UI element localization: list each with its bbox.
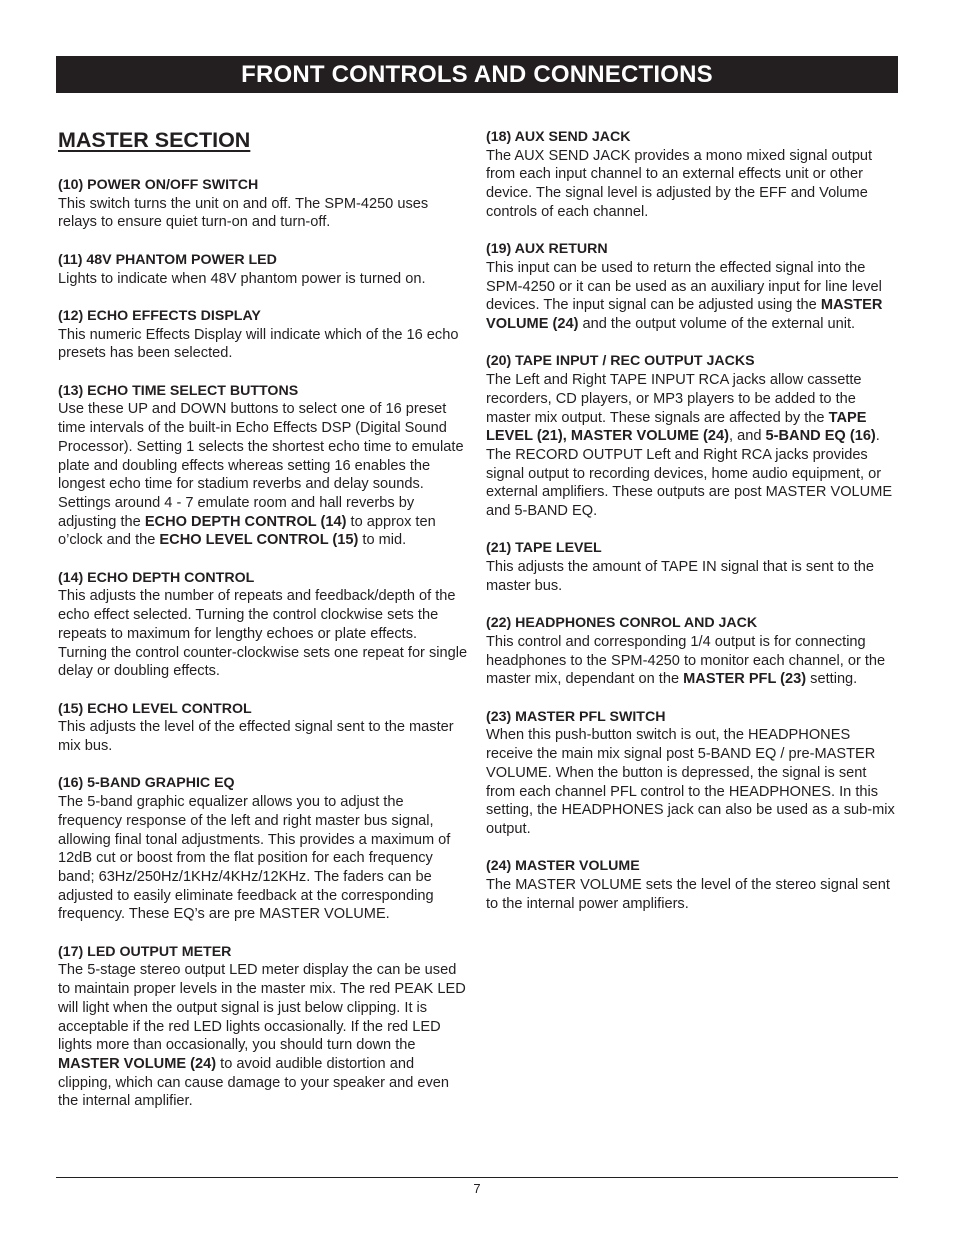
item-body <box>58 400 468 550</box>
item-title: (10) POWER ON/OFF SWITCH <box>58 177 259 193</box>
item-body <box>486 726 898 838</box>
body-text: . The RECORD OUTPUT Left and Right RCA jacks provides signal output to recording devices, home audio equipment, or external amplifiers. These outputs are post MASTER VOLUME and 5-BAND EQ. <box>486 428 893 520</box>
item-tape-jacks <box>486 352 898 520</box>
body-text: The MASTER VOLUME sets the level of the stereo signal sent to the internal power amplifiers. <box>486 877 890 912</box>
item-title: (19) AUX RETURN <box>486 241 608 258</box>
body-text: , and <box>729 428 766 445</box>
item-aux-return <box>486 240 898 334</box>
item-body <box>58 793 468 924</box>
body-text: The 5-band graphic equalizer allows you to adjust the frequency response of the left and right master bus signal, allowing final tonal adjustments. This provides a maximum of 12dB cut or boost from the flat position for each frequency band; 63Hz/250Hz/1KHz/4KHz/12KHz. The faders can be adjusted to easily eliminate feedback at the corresponding frequency. These EQ’s are pre MASTER VOLUME. <box>58 794 451 923</box>
item-title: (21) TAPE LEVEL <box>486 540 602 557</box>
item-body <box>58 195 468 232</box>
bold-reference: TAPE LEVEL (21), MASTER VOLUME (24) <box>486 409 867 445</box>
body-text: The 5-stage stereo output LED meter display the can be used to maintain proper levels in the master mix. The red PEAK LED will light when the output signal is just below clipping. It is acceptable if the red LED lights occasionally. If the red LED lights more than occasionally, you should turn down the <box>58 962 466 1054</box>
item-title: (16) 5-BAND GRAPHIC EQ <box>58 775 235 792</box>
item-title: (24) MASTER VOLUME <box>486 858 640 875</box>
bold-reference: MASTER PFL (23) <box>683 671 807 688</box>
body-text: When this push-button switch is out, the HEADPHONES receive the main mix signal post 5-BAND EQ / pre-MASTER VOLUME. When the button is depressed, the signal is sent from each channel PFL control to the HEADPHONES. In this setting, the HEADPHONES jack can also be used as a sub-mix output. <box>486 727 895 837</box>
bold-reference: ECHO LEVEL CONTROL (15) <box>159 532 359 549</box>
body-text: This adjusts the level of the effected signal sent to the master mix bus. <box>58 719 454 755</box>
page-title: FRONT CONTROLS AND CONNECTIONS <box>56 56 898 93</box>
item-echo-level <box>58 700 468 756</box>
bold-reference: ECHO DEPTH CONTROL (14) <box>144 513 347 530</box>
item-graphic-eq <box>58 774 468 924</box>
item-echo-display <box>58 307 468 363</box>
item-aux-send <box>486 128 898 222</box>
item-body <box>486 558 898 595</box>
body-text: setting. <box>806 671 858 688</box>
item-title: (23) MASTER PFL SWITCH <box>486 708 666 725</box>
body-text: to avoid audible distortion and clipping, which can cause damage to your speaker and even the internal amplifier. <box>58 1055 450 1110</box>
item-echo-depth <box>58 569 468 681</box>
item-body <box>58 270 468 289</box>
item-body <box>58 961 468 1111</box>
section-heading: MASTER SECTION <box>58 128 251 152</box>
bold-reference: MASTER VOLUME (24) <box>486 297 883 333</box>
item-body <box>486 371 898 521</box>
left-column <box>58 126 468 1130</box>
item-led-meter <box>58 943 468 1111</box>
bold-reference: MASTER VOLUME (24) <box>58 1055 217 1072</box>
body-text: Lights to indicate when 48V phantom power is turned on. <box>58 270 426 287</box>
item-power-switch <box>58 176 468 232</box>
item-title: (13) ECHO TIME SELECT BUTTONS <box>58 382 299 399</box>
right-column <box>486 128 898 932</box>
item-master-volume <box>486 857 898 913</box>
body-text: and the output volume of the external unit. <box>578 316 856 333</box>
item-title: (15) ECHO LEVEL CONTROL <box>58 700 252 717</box>
body-text: This numeric Effects Display will indicate which of the 16 echo presets has been selected. <box>58 326 459 362</box>
body-text: The AUX SEND JACK provides a mono mixed signal output from each input channel to an external effects unit or other device. The signal level is adjusted by the EFF and Volume controls of each channel. <box>486 147 873 220</box>
body-text: This switch turns the unit on and off. The SPM-4250 uses relays to ensure quiet turn-on and turn-off. <box>58 195 429 231</box>
body-text: This adjusts the amount of TAPE IN signal that is sent to the master bus. <box>486 559 875 594</box>
item-body <box>58 587 468 681</box>
item-title: (12) ECHO EFFECTS DISPLAY <box>58 307 261 324</box>
item-phantom-led <box>58 251 468 288</box>
body-text: Use these UP and DOWN buttons to select one of 16 preset time intervals of the built-in Echo Effects DSP (Digital Sound Processor). Setting 1 selects the shortest echo time to emulate plate and doubling effects whereas setting 16 enables the longest echo time for stadium reverbs and delay sounds. Settings around 4 - 7 emulate room and hall reverbs by adjusting the <box>58 401 464 530</box>
item-master-pfl <box>486 708 898 839</box>
body-text: The Left and Right TAPE INPUT RCA jacks allow cassette recorders, CD players, or MP3 players to be added to the master mix output. These signals are affected by the <box>486 372 862 426</box>
body-text: This input can be used to return the effected signal into the SPM-4250 or it can be used as an auxiliary input for line level devices. The input signal can be adjusted using the <box>486 259 882 314</box>
body-text: to approx ten o’clock and the <box>58 513 436 549</box>
item-title: (14) ECHO DEPTH CONTROL <box>58 569 255 586</box>
body-text: to mid. <box>358 532 407 549</box>
body-text: This adjusts the number of repeats and feedback/depth of the echo effect selected. Turning the control clockwise sets the repeats to maximum for lengthy echoes or plate effects. Turning the control counter-clockwise sets one repeat for single delay or doubling effects. <box>58 588 468 680</box>
item-body <box>486 876 898 913</box>
item-title: (20) TAPE INPUT / REC OUTPUT JACKS <box>486 353 755 370</box>
bold-reference: 5-BAND EQ (16) <box>765 428 876 445</box>
item-body <box>486 147 898 222</box>
item-body <box>58 718 468 755</box>
item-body <box>486 259 898 334</box>
item-echo-time-buttons <box>58 382 468 550</box>
item-body <box>58 326 468 363</box>
item-title: (17) LED OUTPUT METER <box>58 943 232 960</box>
item-headphones <box>486 614 898 689</box>
body-text: This control and corresponding 1/4 output is for connecting headphones to the SPM-4250 to monitor each channel, or the master mix, dependant on the <box>486 633 886 688</box>
item-body <box>486 633 898 689</box>
item-title: (11) 48V PHANTOM POWER LED <box>58 251 277 268</box>
item-tape-level <box>486 539 898 595</box>
item-title: (18) AUX SEND JACK <box>486 129 631 145</box>
footer-divider <box>56 1177 898 1178</box>
item-title: (22) HEADPHONES CONROL AND JACK <box>486 615 758 632</box>
page-number: 7 <box>473 1181 481 1196</box>
